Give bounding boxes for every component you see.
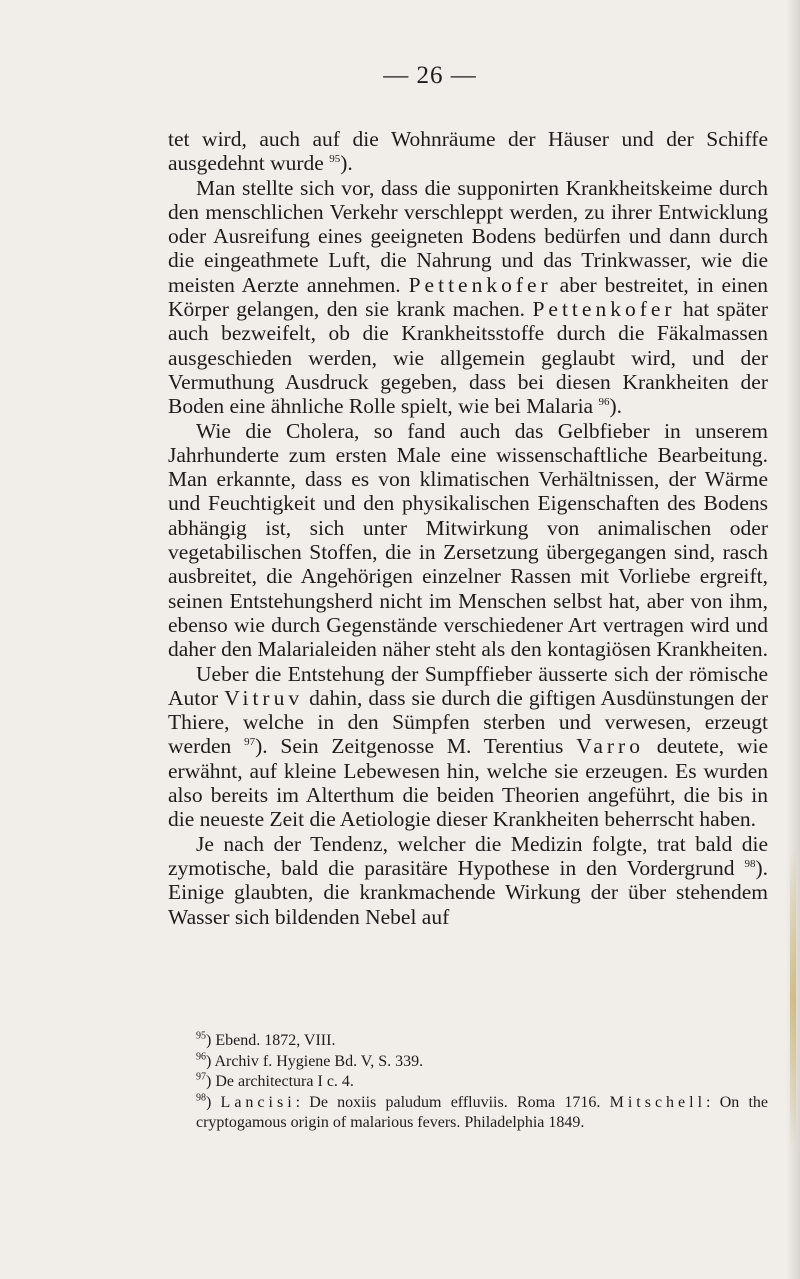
paragraph-2-text-c: hat später auch bezweifelt, ob die Krankheitsstoffe durch die Fäkalmassen ausgeschieden werden, wie allgemein geglaubt wird, und der Vermuthung Ausdruck gegeben, dass bei diesen Krankheiten der Boden eine ähnliche Rolle spielt, wie bei Malaria — [168, 297, 768, 419]
footnote-95 — [168, 1031, 768, 1052]
footnote-mark: 96 — [196, 1051, 206, 1063]
paragraph-1-text: tet wird, auch auf die Wohnräume der Häuser und der Schiffe ausgedehnt wurde — [168, 127, 768, 176]
footnote-ref-96: 96 — [598, 396, 610, 409]
paragraph-1-tail: ). — [340, 151, 353, 176]
paragraph-1 — [168, 127, 768, 176]
main-text — [168, 127, 768, 929]
paragraph-5 — [168, 832, 768, 929]
author-name-lancisi: Lancisi — [220, 1093, 296, 1111]
footnote-96 — [168, 1052, 768, 1073]
author-name-pettenkofer: Pettenkofer — [408, 272, 552, 297]
paragraph-5-text-a: Je nach der Tendenz, welcher die Medizin folgte, trat bald die zymotische, bald die parasitäre Hypothese in den Vordergrund — [168, 831, 768, 880]
paragraph-4-text-b: dahin, dass sie durch die giftigen Ausdünstungen der Thiere, welche in den Sümpfen sterben und verwesen, erzeugt werden — [168, 685, 768, 759]
author-name-varro: Varro — [576, 734, 644, 759]
footnote-ref-98: 98 — [744, 857, 756, 870]
paragraph-4-text-c: ). Sein Zeitgenosse M. Terentius — [255, 734, 577, 759]
footnote-text-c: : On the cryptogamous origin of malarious fevers. Philadelphia 1849. — [196, 1093, 769, 1131]
author-name-vitruv: Vitruv — [224, 685, 304, 710]
paragraph-5-text-b: ). Einige glaubten, die krankmachende Wirkung der über stehendem Wasser sich bildenden Nebel auf — [168, 855, 768, 929]
paragraph-2-text-a: Man stellte sich vor, dass die supponirten Krankheitskeime durch den menschlichen Verkehr verschleppt werden, zu ihrer Entwicklung oder Ausreifung eines geeigneten Bodens bedürfen und dann durch die eingeathmete Luft, die Nahrung und das Trinkwasser, wie die meisten Aerzte annehmen. — [168, 175, 768, 297]
footnote-text: ) Ebend. 1872, VIII. — [206, 1032, 336, 1049]
footnote-text-b: : De noxiis paludum effluviis. Roma 1716. — [295, 1093, 610, 1111]
footnote-mark: 97 — [196, 1071, 206, 1083]
footnote-mark: 98 — [196, 1092, 206, 1104]
footnote-ref-95: 95 — [329, 153, 341, 166]
page-edge-stain — [790, 849, 796, 1149]
paragraph-4 — [168, 662, 768, 832]
footnote-mark: 95 — [196, 1030, 206, 1042]
paragraph-2 — [168, 176, 768, 419]
footnote-text-a: ) — [206, 1093, 221, 1111]
paragraph-4-text-d: deutete, wie erwähnt, auf kleine Lebewesen hin, welche sie erzeugen. Es wurden also bereits im Alterthum die beiden Theorien angeführt, die bis in die neueste Zeit die Aetiologie dieser Krankheiten beherrscht haben. — [168, 734, 768, 832]
paragraph-3: Wie die Cholera, so fand auch das Gelbfieber in unserem Jahrhunderte zum ersten Male eine wissenschaftliche Bearbeitung. Man erkannte, dass es von klimatischen Verhältnissen, der Wärme und Feuchtigkeit und den physikalischen Eigenschaften des Bodens abhängig ist, sich unter Mitwirkung von animalischen oder vegetabilischen Stoffen, die in Zersetzung übergegangen sind, rasch ausbreitet, die Angehörigen einzelner Rassen mit Vorliebe ergreift, seinen Entstehungsherd nicht im Menschen selbst hat, aber von ihm, ebenso wie durch Gegenstände verschiedener Art vertragen wird und daher den Malarialeiden näher steht als den kontagiösen Krankheiten. — [168, 418, 768, 662]
author-name-pettenkofer-2: Pettenkofer — [532, 297, 676, 322]
page-number: — 26 — — [383, 62, 477, 89]
author-name-mitschell: Mitschell — [609, 1093, 707, 1111]
paragraph-2-tail: ). — [609, 394, 623, 419]
paragraph-4-text-a: Ueber die Entstehung der Sumpffieber äusserte sich der römische Autor — [168, 661, 768, 710]
footnote-text: ) Archiv f. Hygiene Bd. V, S. 339. — [206, 1052, 424, 1070]
footnote-text: ) De architectura I c. 4. — [206, 1073, 354, 1090]
footnotes — [168, 1031, 768, 1134]
footnote-ref-97: 97 — [244, 736, 256, 749]
paragraph-2-text-b: aber bestreitet, in einen Körper gelangen, den sie krank machen. — [168, 272, 769, 322]
footnote-97 — [168, 1072, 768, 1093]
footnote-98 — [168, 1093, 768, 1134]
